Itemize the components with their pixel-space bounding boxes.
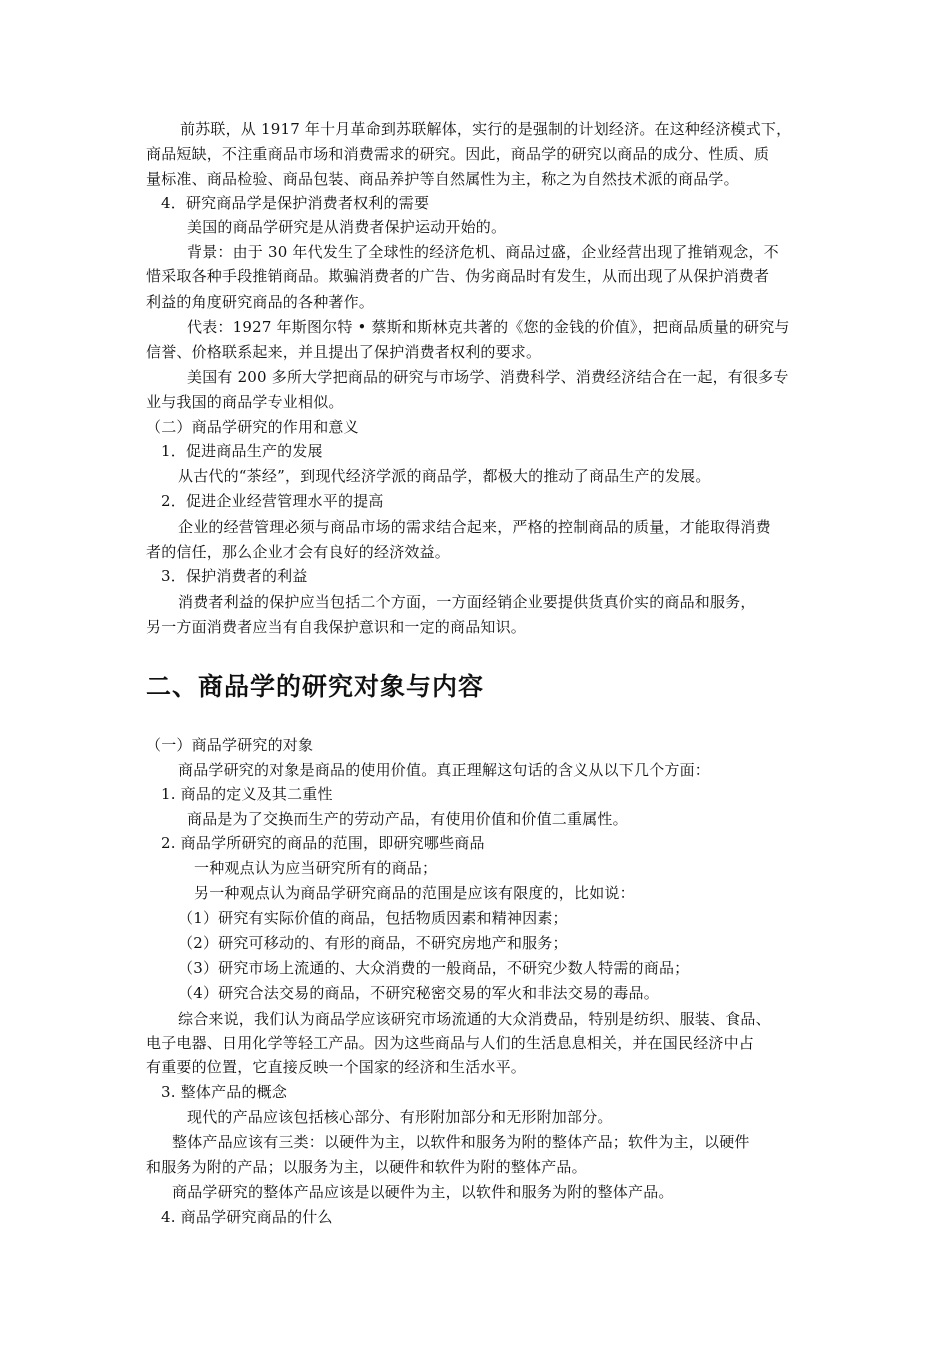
- paragraph-line: 整体产品应该有三类：以硬件为主，以软件和服务为附的整体产品；软件为主，以硬件: [172, 1133, 750, 1151]
- paragraph-line: 惜采取各种手段推销商品。欺骗消费者的广告、伪劣商品时有发生，从而出现了从保护消费者: [146, 267, 770, 285]
- paragraph-line: 和服务为附的产品；以服务为主，以硬件和软件为附的整体产品。: [146, 1158, 587, 1176]
- paragraph-line: 一种观点认为应当研究所有的商品；: [194, 859, 438, 877]
- numbered-item: （4）研究合法交易的商品，不研究秘密交易的军火和非法交易的毒品。: [178, 984, 659, 1002]
- paragraph-line: 现代的产品应该包括核心部分、有形附加部分和无形附加部分。: [187, 1108, 613, 1126]
- list-item-heading: 2. 商品学所研究的商品的范围，即研究哪些商品: [161, 834, 485, 852]
- paragraph-line: 背景：由于 30 年代发生了全球性的经济危机、商品过盛，企业经营出现了推销观念，不: [187, 243, 779, 261]
- numbered-item: （1）研究有实际价值的商品，包括物质因素和精神因素；: [178, 909, 568, 927]
- paragraph-line: 企业的经营管理必须与商品市场的需求结合起来，严格的控制商品的质量，才能取得消费: [178, 518, 771, 536]
- list-item-heading: 1．促进商品生产的发展: [161, 442, 323, 460]
- paragraph-line: 另一种观点认为商品学研究商品的范围是应该有限度的，比如说：: [194, 884, 635, 902]
- paragraph-line: 从古代的“茶经”，到现代经济学派的商品学，都极大的推动了商品生产的发展。: [178, 467, 711, 485]
- paragraph-line: 信誉、价格联系起来，并且提出了保护消费者权利的要求。: [146, 343, 542, 361]
- paragraph-line: 者的信任，那么企业才会有良好的经济效益。: [146, 543, 451, 561]
- list-item-heading: 4. 商品学研究商品的什么: [161, 1208, 333, 1226]
- list-item-heading: 3. 整体产品的概念: [161, 1083, 288, 1101]
- paragraph-line: 商品学研究的整体产品应该是以硬件为主，以软件和服务为附的整体产品。: [172, 1183, 674, 1201]
- numbered-item: （2）研究可移动的、有形的商品，不研究房地产和服务；: [178, 934, 568, 952]
- paragraph-line: 前苏联，从 1917 年十月革命到苏联解体，实行的是强制的计划经济。在这种经济模式下，: [180, 120, 792, 138]
- list-item-heading: 4．研究商品学是保护消费者权利的需要: [161, 194, 430, 212]
- paragraph-line: 代表：1927 年斯图尔特 • 蔡斯和斯林克共著的《您的金钱的价值》，把商品质量的研究与: [187, 318, 790, 336]
- paragraph-line: 业与我国的商品学专业相似。: [146, 393, 344, 411]
- paragraph-line: 商品学研究的对象是商品的使用价值。真正理解这句话的含义从以下几个方面：: [178, 761, 711, 779]
- paragraph-line: 商品是为了交换而生产的劳动产品，有使用价值和价值二重属性。: [187, 810, 628, 828]
- list-item-heading: 2．促进企业经营管理水平的提高: [161, 492, 384, 510]
- paragraph-line: 有重要的位置，它直接反映一个国家的经济和生活水平。: [146, 1058, 527, 1076]
- numbered-item: （3）研究市场上流通的、大众消费的一般商品，不研究少数人特需的商品；: [178, 959, 690, 977]
- paragraph-line: 美国的商品学研究是从消费者保护运动开始的。: [187, 218, 507, 236]
- paragraph-line: 量标准、商品检验、商品包装、商品养护等自然属性为主，称之为自然技术派的商品学。: [146, 170, 739, 188]
- subsection-heading: （一）商品学研究的对象: [146, 736, 314, 754]
- list-item-heading: 1. 商品的定义及其二重性: [161, 785, 333, 803]
- paragraph-line: 另一方面消费者应当有自我保护意识和一定的商品知识。: [146, 618, 527, 636]
- section-heading: 二、商品学的研究对象与内容: [146, 672, 485, 701]
- paragraph-line: 利益的角度研究商品的各种著作。: [146, 293, 375, 311]
- list-item-heading: 3．保护消费者的利益: [161, 567, 308, 585]
- paragraph-line: 综合来说，我们认为商品学应该研究市场流通的大众消费品，特别是纺织、服装、食品、: [178, 1010, 771, 1028]
- paragraph-line: 消费者利益的保护应当包括二个方面，一方面经销企业要提供货真价实的商品和服务，: [178, 593, 756, 611]
- subsection-heading: （二）商品学研究的作用和意义: [146, 418, 359, 436]
- paragraph-line: 电子电器、日用化学等轻工产品。因为这些商品与人们的生活息息相关，并在国民经济中占: [146, 1034, 755, 1052]
- paragraph-line: 商品短缺，不注重商品市场和消费需求的研究。因此，商品学的研究以商品的成分、性质、质: [146, 145, 770, 163]
- paragraph-line: 美国有 200 多所大学把商品的研究与市场学、消费科学、消费经济结合在一起，有很多专: [187, 368, 789, 386]
